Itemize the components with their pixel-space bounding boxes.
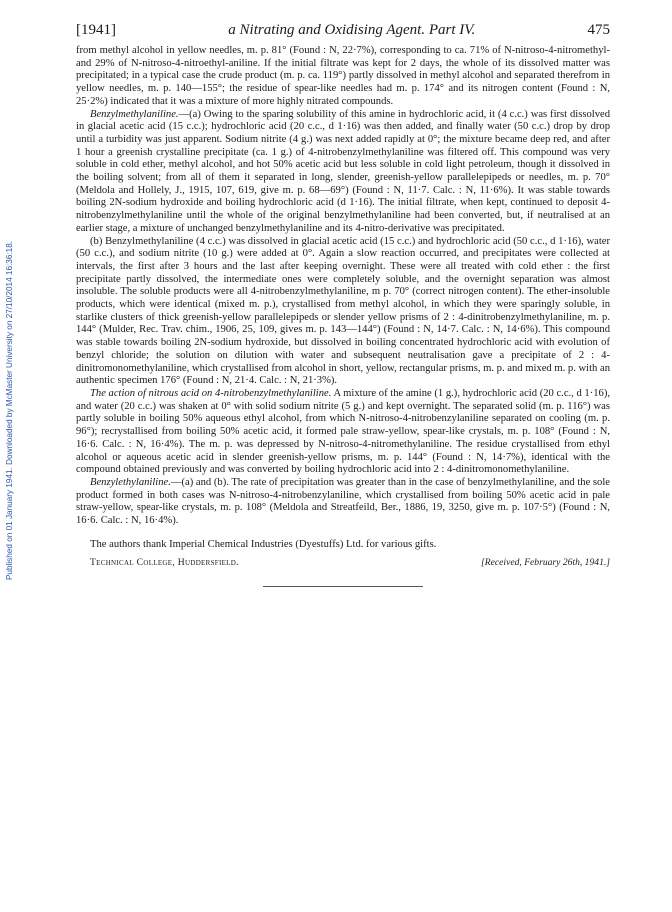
paragraph-text: from methyl alcohol in yellow needles, m. p. 81° (Found : N, 22·7%), corresponding to ca. 71% of N-nitroso-4-nitromethyl- and 29% of N-nitroso-4-nitroethyl-aniline. If the initial filtrate was kept for 2 days, the whole of its dissolved matter was precipitated; in a typical case the crude product (m. p. ca. 119°) partly dissolved in methyl alcohol and separated therefrom in yellow needles, m. p. 140—155°; the residue of spear-like needles had m. p. 174° and its nitrogen content (Found : N, 25·2%) indicated that it was a mixture of more highly nitrated compounds.: [76, 45, 610, 107]
paragraph-text: —(a) Owing to the sparing solubility of this amine in hydrochloric acid, it (4 c.c.) was first dissolved in glacial acetic acid (15 c.c.); hydrochloric acid (20 c.c., d 1·16) was then added, and finally water (50 c.c.) drop by drop until a turbidity was just apparent. Sodium nitrite (4 g.) was next added rapidly at 0°; the mixture became deep red, and after 1 hour a greenish crystalline precipitate (ca. 1 g.) of 4-nitrobenzylmethylaniline was filtered off. This compound was very soluble in cold ether, methyl alcohol, and hot 50% acetic acid but less soluble in cold light petroleum, though it dissolved in the boiling solvent; from all of them it separated in long, slender, greenish-yellow parallelepipeds or needles, m. p. 70° (Meldola and Hollely, J., 1915, 107, 619, give m. p. 68—69°) (Found : N, 11·7. Calc. : N, 11·6%). It was stable towards boiling 2N-sodium hydroxide and boiling hydrochloric acid (d 1·16). The initial filtrate, when kept, continued to deposit 4-nitrobenzylmethylaniline until the whole of the original benzylmethylaniline had been converted, but, if neutralised at an earlier stage, a mixture of unchanged benzylmethylaniline and its 4-nitro-derivative was precipitated.: [76, 108, 610, 234]
received-date: [Received, February 26th, 1941.]: [481, 557, 610, 569]
page-number: 475: [587, 22, 610, 38]
download-watermark: [2, 150, 18, 670]
paragraph-benzylmethylaniline-a: [76, 109, 610, 236]
journal-page: [76, 22, 610, 587]
article-body: [76, 45, 610, 551]
institution: Technical College, Huddersfield.: [90, 557, 239, 569]
paragraph-heading: Benzylethylaniline.: [90, 476, 171, 488]
download-watermark-text: Published on 01 January 1941. Downloaded by McMaster University on 27/10/2014 16:36:18.: [5, 240, 15, 580]
paragraph-heading: Benzylmethylaniline.: [90, 108, 179, 120]
header-year: [1941]: [76, 22, 116, 38]
paragraph-heading: The action of nitrous acid on 4-nitrobenzylmethylaniline.: [90, 387, 332, 399]
paragraph-continuation: [76, 45, 610, 109]
paragraph-text: (b) Benzylmethylaniline (4 c.c.) was dissolved in glacial acetic acid (15 c.c.) and hydrochloric acid (50 c.c., d 1·16), water (50 c.c.), and sodium nitrite (10 g.) were added at 0°. Again a slow reaction occurred, and precipitates were collected at intervals, the first after 3 hours and the last after keeping overnight. These were all treated with cold ether : the first precipitate partly dissolved, the intermediate ones were completely soluble, and the overnight separation was almost insoluble. The soluble products were all 4-nitrobenzylmethylaniline, m p. 70° (correct nitrogen content). The ether-insoluble products, which were identical (mixed m. p.), crystallised from methyl alcohol, in which they were sparingly soluble, in starlike clusters of thick greenish-yellow parallelepipeds or slender yellow prisms of 2 : 4-dinitrobenzylmethylaniline, m. p. 144° (Mulder, Rec. Trav. chim., 1906, 25, 109, gives m. p. 143—144°) (Found : N, 14·7. Calc. : N, 14·6%). This compound was stable towards boiling 2N-sodium hydroxide, but dissolved in boiling concentrated hydrochloric acid with evolution of benzyl chloride; the solution on dilution with water and subsequent neutralisation gave a precipitate of 2 : 4-dinitromonomethylaniline, which crystallised from alcohol in short, yellow, rectangular prisms, m. p. and mixed m. p. with an authentic specimen 176° (Found : N, 21·4. Calc. : N, 21·3%).: [76, 235, 610, 387]
running-header: [76, 22, 610, 39]
paragraph-nitrous-acid-action: [76, 388, 610, 477]
paragraph-benzylmethylaniline-b: [76, 236, 610, 388]
paragraph-text: —(a) and (b). The rate of precipitation was greater than in the case of benzylmethylaniline, and the sole product formed in both cases was N-nitroso-4-nitrobenzylaniline, which crystallised from boiling 50% acetic acid in pale straw-yellow, spear-like crystals, m. p. 108° (Meldola and Streatfeild, Ber., 1886, 19, 3250, give m. p. 107·5°) (Found : N, 16·6. Calc. : N, 16·4%).: [76, 476, 610, 527]
acknowledgement: The authors thank Imperial Chemical Industries (Dyestuffs) Ltd. for various gifts.: [90, 538, 437, 550]
paragraph-text: A mixture of the amine (1 g.), hydrochloric acid (20 c.c., d 1·16), and water (20 c.c.) was shaken at 0° with solid sodium nitrite (5 g.) and kept overnight. The separated solid (m. p. 116°) was partly soluble in boiling 50% aqueous ethyl alcohol, from which N-nitroso-4-nitrobenzylaniline separated on cooling (m. p. 96°); recrystallised from boiling 50% acetic acid, it formed pale straw-yellow, spear-like crystals, m. p. 108° (Found : N, 16·6. Calc. : N, 16·4%). The m. p. was depressed by N-nitroso-4-nitromethylaniline. The residue crystallised from ethyl alcohol or aqueous acetic acid in slender greenish-yellow prisms, m. p. 144° (Found : N, 14·7%), identical with the compound obtained previously and was converted by boiling hydrochloric acid into 2 : 4-dinitromonomethylaniline.: [76, 387, 611, 476]
end-rule: [263, 586, 423, 587]
paragraph-benzylethylaniline: [76, 477, 610, 528]
header-title: a Nitrating and Oxidising Agent. Part IV.: [228, 22, 476, 38]
article-footer: [76, 557, 610, 568]
